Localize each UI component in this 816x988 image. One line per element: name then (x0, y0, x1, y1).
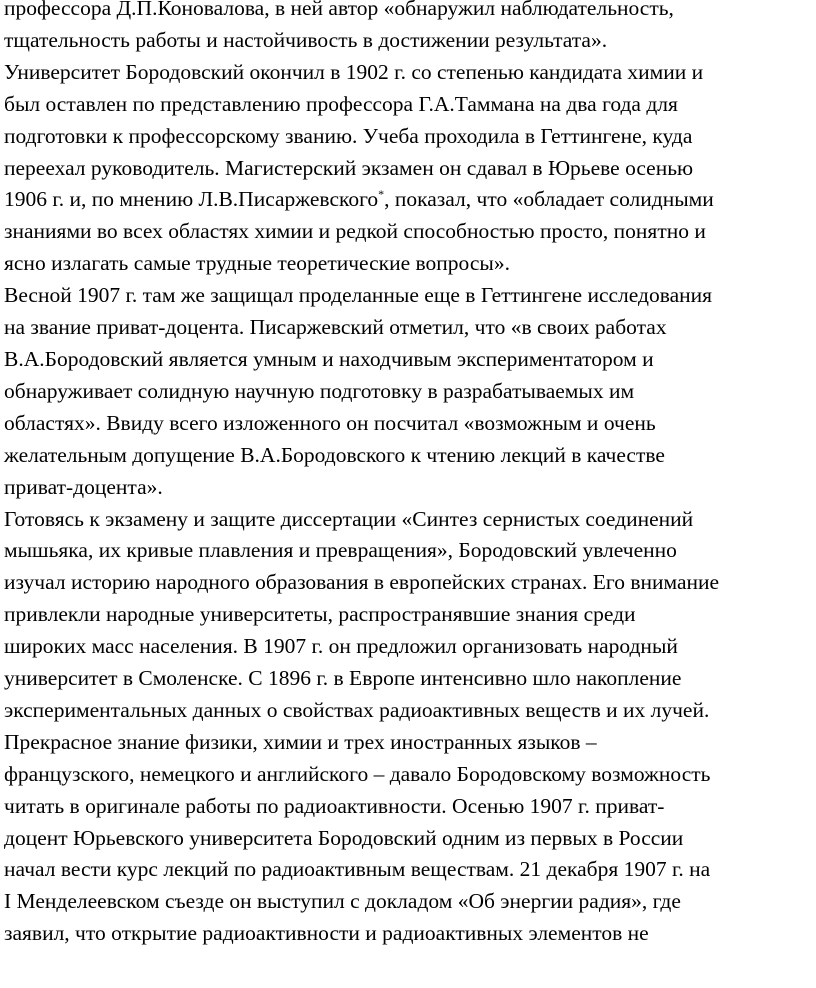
text-line: был оставлен по представлению профессора Г.А.Таммана на два года для (4, 91, 678, 116)
text-line: университет в Смоленске. С 1896 г. в Европе интенсивно шло накопление (4, 666, 682, 691)
footnote-marker: * (378, 187, 385, 202)
text-line: заявил, что открытие радиоактивности и радиоактивных элементов не (4, 921, 649, 946)
text-line: желательным допущение В.А.Бородовского к чтению лекций в качестве (4, 442, 665, 467)
text-line: тщательность работы и настойчивость в достижении результата». (4, 27, 608, 52)
text-line: изучал историю народного образования в европейских странах. Его внимание (4, 570, 720, 595)
text-line: В.А.Бородовский является умным и находчивым экспериментатором и (4, 346, 654, 371)
text-line: мышьяка, их кривые плавления и превращения», Бородовский увлеченно (4, 538, 677, 563)
text-line: обнаруживает солидную научную подготовку в разрабатываемых им (4, 378, 635, 403)
text-line (4, 184, 816, 216)
text-line: французского, немецкого и английского – давало Бородовскому возможность (4, 761, 711, 786)
text-line: Университет Бородовский окончил в 1902 г. со степенью кандидата химии и (4, 59, 704, 84)
text-line: знаниями во всех областях химии и редкой способностью просто, понятно и (4, 219, 706, 244)
text-line: I Менделеевском съезде он выступил с докладом «Об энергии радия», где (4, 889, 681, 914)
body-text (4, 0, 816, 950)
text-line: Весной 1907 г. там же защищал проделанные еще в Геттингене исследования (4, 283, 713, 308)
text-line: широких масс населения. В 1907 г. он предложил организовать народный (4, 634, 678, 659)
text-line: читать в оригинале работы по радиоактивности. Осенью 1907 г. приват- (4, 793, 665, 818)
text-line: ясно излагать самые трудные теоретические вопросы». (4, 251, 510, 276)
text-line: областях». Ввиду всего изложенного он посчитал «возможным и очень (4, 410, 656, 435)
text-line: Готовясь к экзамену и защите диссертации «Синтез сернистых соединений (4, 506, 694, 531)
text-line: профессора Д.П.Коновалова, в ней автор «обнаружил наблюдательность, (4, 0, 674, 20)
text-line: доцент Юрьевского университета Бородовский одним из первых в России (4, 825, 684, 850)
text-line: на звание приват-доцента. Писаржевский отметил, что «в своих работах (4, 315, 667, 340)
text-line: начал вести курс лекций по радиоактивным веществам. 21 декабря 1907 г. на (4, 857, 711, 882)
text-line: экспериментальных данных о свойствах радиоактивных веществ и их лучей. (4, 697, 710, 722)
text-line: приват-доцента». (4, 474, 163, 499)
text-line: привлекли народные университеты, распространявшие знания среди (4, 602, 636, 627)
text-line: Прекрасное знание физики, химии и трех иностранных языков – (4, 729, 597, 754)
text-segment: 1906 г. и, по мнению Л.В.Писаржевского (4, 187, 379, 212)
text-segment: , показал, что «обладает солидными (384, 187, 714, 212)
text-line: переехал руководитель. Магистерский экзамен он сдавал в Юрьеве осенью (4, 155, 694, 180)
text-line: подготовки к профессорскому званию. Учеба проходила в Геттингене, куда (4, 123, 693, 148)
